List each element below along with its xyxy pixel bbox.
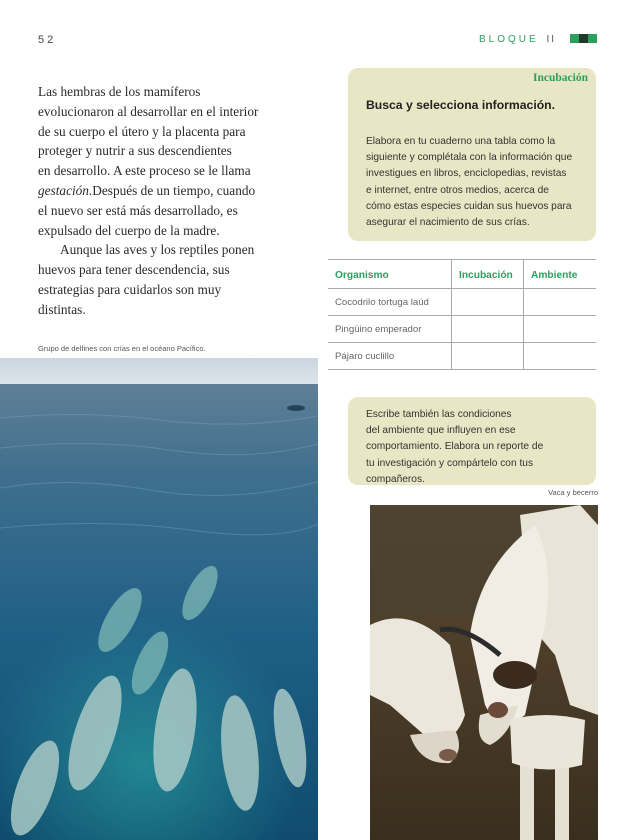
line: estrategias para cuidarlos son muy: [38, 281, 222, 297]
table-row: [328, 343, 596, 370]
term-gestation: gestación.: [38, 182, 93, 198]
cow-and-calf-photo: [370, 505, 598, 840]
cows-caption: Vaca y becerro: [548, 488, 598, 497]
activity-box: [348, 68, 596, 241]
activity-tab-incubacion: Incubación: [533, 72, 588, 84]
column-header-incubacion: Incubación: [452, 260, 524, 289]
line: distintas.: [38, 301, 86, 317]
line: investigues en libros, enciclopedias, revistas: [366, 168, 567, 180]
organism-cell: Cocodrilo tortuga laúd: [328, 289, 452, 316]
line: el nuevo ser está más desarrollado, es: [38, 202, 238, 218]
organism-cell: Pingüino emperador: [328, 316, 452, 343]
line: Aunque las aves y los reptiles ponen: [60, 242, 255, 258]
activity-instructions: [366, 134, 590, 231]
line: asegurar el nacimiento de sus crías.: [366, 217, 530, 229]
line: Elabora en tu cuaderno una tabla como la: [366, 136, 556, 147]
line: Escribe también las condiciones: [366, 409, 512, 420]
table-header-row: [328, 260, 596, 289]
column-header-ambiente: Ambiente: [524, 260, 597, 289]
dolphins-caption: Grupo de delfines con crías en el océano Pacífico.: [38, 344, 206, 353]
table-row: [328, 289, 596, 316]
line: en desarrollo. A este proceso se le llama: [38, 163, 251, 179]
square-dark: [579, 34, 588, 43]
line: Las hembras de los mamíferos: [38, 84, 201, 99]
header-squares-decoration: [570, 34, 597, 43]
incubation-cell: [452, 316, 524, 343]
line: expulsado del cuerpo de la madre.: [38, 222, 220, 238]
bloque-number: II: [546, 34, 556, 45]
body-text: [38, 82, 288, 320]
incubation-cell: [452, 289, 524, 316]
line: tu investigación y compártelo con tus: [366, 457, 534, 469]
line: [38, 181, 288, 201]
line-continuation: Después de un tiempo, cuando: [92, 182, 256, 198]
column-header-organismo: Organismo: [328, 260, 452, 289]
line: de su cuerpo el útero y la placenta para: [38, 123, 246, 139]
activity-title: Busca y selecciona información.: [366, 98, 555, 112]
line: comportamiento. Elabora un reporte de: [366, 441, 544, 453]
environment-cell: [524, 289, 597, 316]
followup-box: [348, 397, 596, 485]
line: e internet, entre otros medios, acerca de: [366, 184, 549, 196]
square-green-1: [570, 34, 579, 43]
line: siguiente y complétala con la información que: [366, 152, 573, 164]
dolphins-photo: [0, 358, 318, 840]
table-row: [328, 316, 596, 343]
bloque-word: BLOQUE: [478, 34, 539, 45]
line: evolucionaron al desarrollar en el interior: [38, 103, 259, 119]
page-number: 52: [38, 34, 57, 46]
environment-cell: [524, 343, 597, 370]
line: cómo estas especies cuidan sus huevos para: [366, 200, 572, 212]
organism-cell: Pájaro cuclillo: [328, 343, 452, 370]
incubation-table: [328, 259, 596, 370]
bloque-label: [479, 34, 556, 45]
incubation-cell: [452, 343, 524, 370]
paragraph-birds-reptiles: [38, 240, 288, 319]
paragraph-mammals: [38, 82, 288, 240]
line: proteger y nutrir a sus descendientes: [38, 143, 232, 159]
square-green-2: [588, 34, 597, 43]
line: compañeros.: [366, 473, 425, 485]
followup-text: [366, 407, 586, 488]
line: huevos para tener descendencia, sus: [38, 262, 230, 278]
line: del ambiente que influyen en ese: [366, 425, 516, 437]
environment-cell: [524, 316, 597, 343]
